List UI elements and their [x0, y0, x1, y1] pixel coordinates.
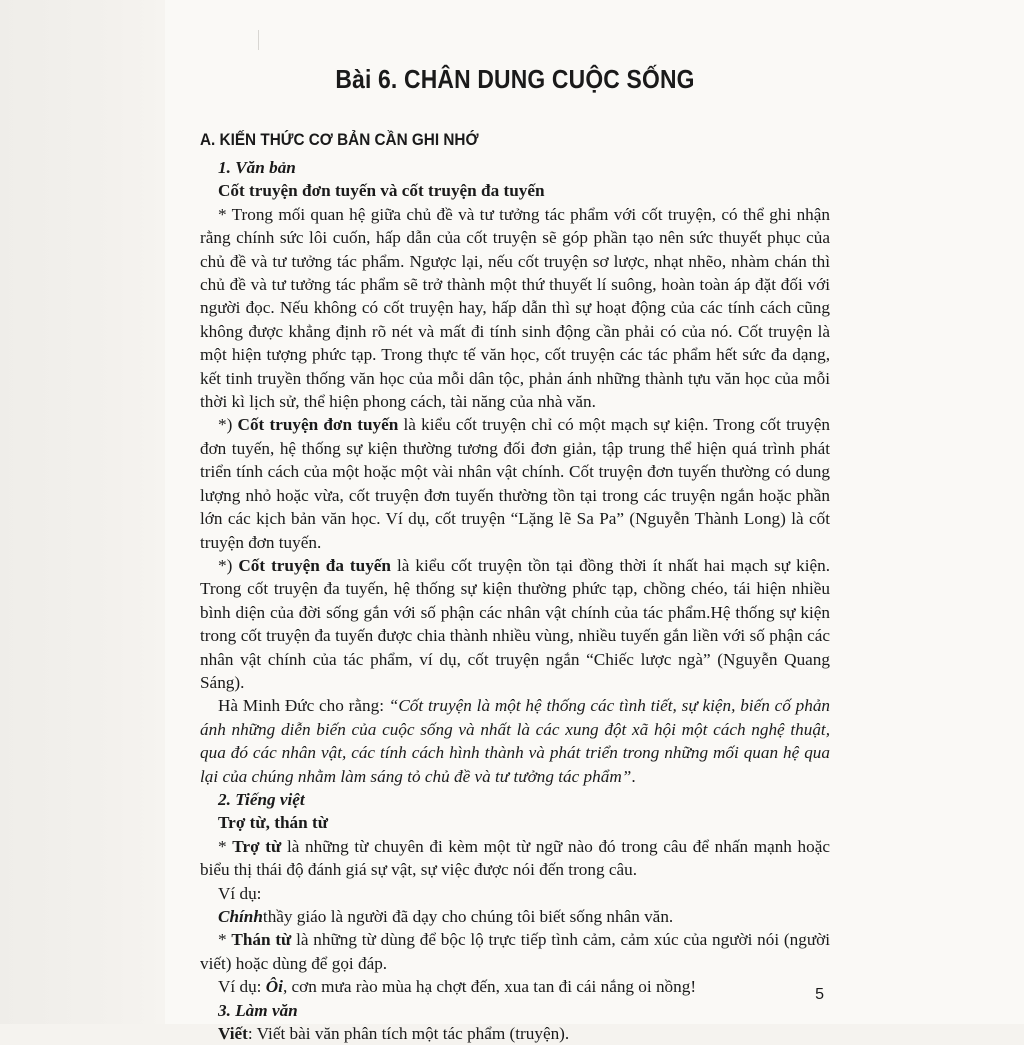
quote-text: “Cốt truyện là một hệ thống các tình tiết, sự kiện, biến cố phản ánh những diễn biến của cuộc sống và nhất là các xung đột xã hội một cách nghệ thuật, qua đó các nhân vật, các tính cách hình thành và phát triển trong những mối quan hệ qua lại của chúng nhằm làm sáng tỏ chủ đề và tư tưởng tác phẩm” [200, 696, 831, 786]
paragraph-single-plot [200, 413, 830, 553]
page-gutter [0, 0, 165, 1024]
paragraph-text: : Viết bài văn phân tích một tác phẩm (truyện). [247, 1024, 570, 1044]
paragraph-quote [200, 694, 830, 788]
heading-van-ban: 1. Văn bản [218, 158, 296, 177]
page-number: 5 [815, 986, 824, 1003]
term-single-plot: Cốt truyện đơn tuyến [237, 415, 399, 435]
example-word: Ôi [265, 977, 283, 997]
paragraph-plot-intro: * Trong mối quan hệ giữa chủ đề và tư tưởng tác phẩm với cốt truyện, có thể ghi nhận rằng chính sức lôi cuốn, hấp dẫn của cốt truyện sẽ góp phần tạo nên sức thuyết phục của chủ đề và tư tưởng tác phẩm. Ngược lại, nếu cốt truyện sơ lược, nhạt nhẽo, nhàm chán thì chủ đề và tư tưởng tác phẩm sẽ trở thành một thứ thuyết lí suông, hoàn toàn áp đặt đối với người đọc. Nếu không có cốt truyện hay, hấp dẫn thì sự hoạt động của các tính cách cũng không được khẳng định rõ nét và mất đi tính sinh động cần phải có của nó. Cốt truyện là một hiện tượng phức tạp. Trong thực tế văn học, cốt truyện các tác phẩm hết sức đa dạng, kết tinh truyền thống văn học của mỗi dân tộc, phản ánh những thành tựu văn học của mỗi thời kì lịch sử, thể hiện phong cách, tài năng của nhà văn. [200, 204, 830, 412]
example-word: Chính [218, 907, 263, 926]
scan-mark [258, 30, 259, 50]
bullet-prefix: * [218, 930, 232, 950]
paragraph-text: là kiểu cốt truyện tồn tại đồng thời ít nhất hai mạch sự kiện. Trong cốt truyện đa tuyến, hệ thống sự kiện thường phức tạp, chồng chéo, tái hiện nhiều bình diện của đời sống gắn với số phận các nhân vật chính của tác phẩm.Hệ thống sự kiện trong cốt truyện đa tuyến được chia thành nhiều vùng, nhiều tuyến gắn liền với số phận các nhân vật chính của tác phẩm, ví dụ, cốt truyện ngắn “Chiếc lược ngà” (Nguyễn Quang Sáng). [200, 555, 831, 692]
page-content [200, 58, 830, 1045]
quote-lead: Hà Minh Đức cho rằng: [218, 696, 389, 716]
example-label: Ví dụ: [218, 883, 262, 903]
example-text: thầy giáo là người đã dạy cho chúng tôi biết sống nhân văn. [262, 907, 674, 926]
heading-lam-van: 3. Làm văn [218, 1000, 298, 1020]
paragraph-than-tu [200, 928, 830, 975]
paragraph-viet [200, 1022, 830, 1045]
paragraph-text: là những từ dùng để bộc lộ trực tiếp tình cảm, cảm xúc của người nói (người viết) hoặc dùng để gọi đáp. [200, 930, 831, 973]
term-than-tu: Thán từ [231, 930, 292, 950]
subheading-cot-truyen: Cốt truyện đơn tuyến và cốt truyện đa tuyến [218, 181, 545, 201]
lesson-title: Bài 6. CHÂN DUNG CUỘC SỐNG [335, 64, 695, 94]
paragraph-multi-plot [200, 554, 830, 694]
heading-tieng-viet: 2. Tiếng việt [218, 789, 305, 809]
quote-end: . [631, 766, 636, 786]
bullet-prefix: *) [218, 555, 239, 575]
term-tro-tu: Trợ từ [232, 836, 282, 856]
paragraph-text: là những từ chuyên đi kèm một từ ngữ nào đó trong câu để nhấn mạnh hoặc biểu thị thái độ đánh giá sự vật, sự việc được nói đến trong câu. [200, 836, 831, 880]
paragraph-tro-tu [200, 835, 830, 882]
paragraph-text: là kiểu cốt truyện chỉ có một mạch sự kiện. Trong cốt truyện đơn tuyến, hệ thống sự kiện thường tương đối đơn giản, tập trung thể hiện quá trình phát triển tính cách của một hoặc một vài nhân vật chính. Cốt truyện đơn tuyến thường có dung lượng nhỏ hoặc vừa, cốt truyện đơn tuyến thường tồn tại trong các truyện ngắn hoặc phần lớn các kịch bản văn học. Ví dụ, cốt truyện “Lặng lẽ Sa Pa” (Nguyễn Thành Long) là cốt truyện đơn tuyến. [200, 415, 830, 552]
bullet-prefix: *) [218, 415, 238, 435]
term-multi-plot: Cốt truyện đa tuyến [238, 555, 391, 575]
example-tro-tu [200, 905, 830, 928]
term-viet: Viết [218, 1024, 248, 1044]
subheading-tro-tu: Trợ từ, thán từ [218, 813, 329, 833]
bullet-prefix: * [218, 836, 233, 856]
example-than-tu [200, 975, 830, 998]
example-label-inline: Ví dụ: [218, 977, 266, 997]
section-heading-a: A. KIẾN THỨC CƠ BẢN CẦN GHI NHỚ [200, 130, 479, 149]
example-text: , cơn mưa rào mùa hạ chợt đến, xua tan đi cái nắng oi nồng! [282, 977, 697, 997]
